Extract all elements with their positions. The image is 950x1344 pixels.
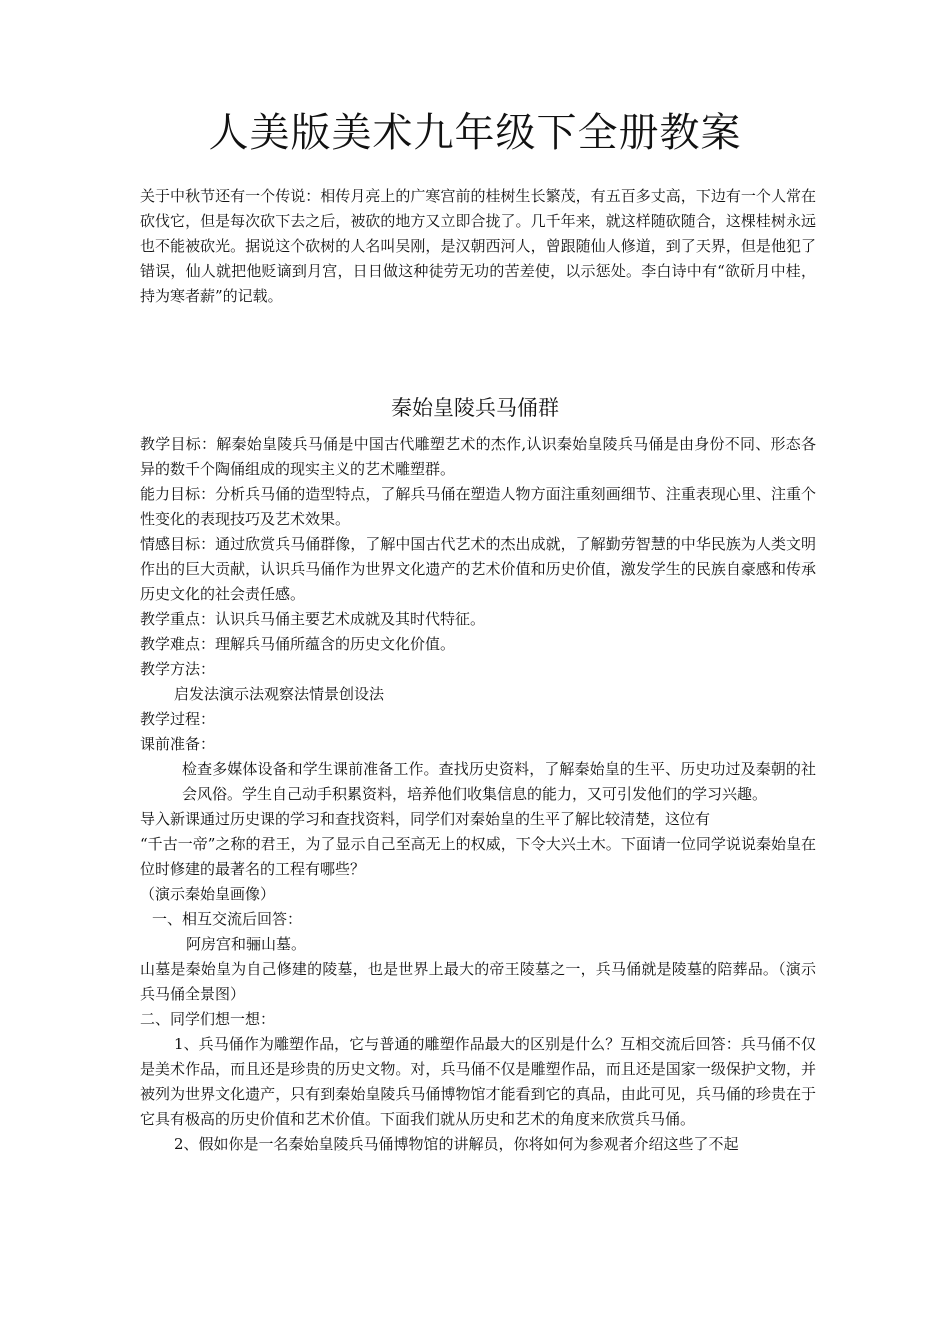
intro-new-line2: “千古一帝”之称的君王，为了显示自己至高无上的权威，下令大兴土木。下面请一位同学说说秦始皇在位时修建的最著名的工程有哪些？: [140, 835, 816, 878]
intro-new-line1: 导入新课通过历史课的学习和查找资料，同学们对秦始皇的生平了解比较清楚，这位有: [140, 810, 711, 828]
document-title: 人美版美术九年级下全册教案: [208, 110, 742, 156]
demo-portrait: （演示秦始皇画像）: [140, 885, 276, 903]
process-label: 教学过程：: [140, 710, 216, 728]
method-text: 启发法演示法观察法情景创设法: [174, 685, 385, 703]
answer-one: 阿房宫和骊山墓。: [186, 935, 307, 953]
key-point: 教学重点：认识兵马俑主要艺术成就及其时代特征。: [140, 610, 486, 628]
question-one: 1、兵马俑作为雕塑作品，它与普通的雕塑作品最大的区别是什么？互相交流后回答：兵马俑不仅是美术作品，而且还是珍贵的历史文物。对，兵马俑不仅是雕塑作品，而且还是国家一级保护文物，并被列为世界文化遗产，只有到秦始皇陵兵马俑博物馆才能看到它的真品，由此可见，兵马俑的珍贵在于它具有极高的历史价值和艺术价值。下面我们就从历史和艺术的角度来欣赏兵马俑。: [140, 1035, 816, 1128]
prep-label: 课前准备：: [140, 735, 216, 753]
step-one: 一、相互交流后回答：: [152, 910, 303, 928]
difficulty: 教学难点：理解兵马俑所蕴含的历史文化价值。: [140, 635, 456, 653]
teaching-goal: 教学目标：解秦始皇陵兵马俑是中国古代雕塑艺术的杰作,认识秦始皇陵兵马俑是由身份不同、形态各异的数千个陶俑组成的现实主义的艺术雕塑群。: [140, 435, 816, 478]
tomb-text: 山墓是秦始皇为自己修建的陵墓，也是世界上最大的帝王陵墓之一，兵马俑就是陵墓的陪葬品。（演示兵马俑全景图）: [140, 960, 816, 1003]
prep-text: 检查多媒体设备和学生课前准备工作。查找历史资料，了解秦始皇的生平、历史功过及秦朝的社会风俗。学生自己动手积累资料，培养他们收集信息的能力，又可引发他们的学习兴趣。: [182, 760, 816, 803]
question-two: 2、假如你是一名秦始皇陵兵马俑博物馆的讲解员，你将如何为参观者介绍这些了不起: [174, 1135, 739, 1153]
ability-goal: 能力目标：分析兵马俑的造型特点，了解兵马俑在塑造人物方面注重刻画细节、注重表现心里、注重个性变化的表现技巧及艺术效果。: [140, 485, 816, 528]
emotion-goal: 情感目标：通过欣赏兵马俑群像，了解中国古代艺术的杰出成就，了解勤劳智慧的中华民族为人类文明作出的巨大贡献，认识兵马俑作为世界文化遗产的艺术价值和历史价值，激发学生的民族自豪感和传承历史文化的社会责任感。: [140, 535, 816, 603]
section-title: 秦始皇陵兵马俑群: [391, 396, 559, 420]
intro-paragraph: 关于中秋节还有一个传说：相传月亮上的广寒宫前的桂树生长繁茂，有五百多丈高，下边有一个人常在砍伐它，但是每次砍下去之后，被砍的地方又立即合拢了。几千年来，就这样随砍随合，这棵桂树永远也不能被砍光。据说这个砍树的人名叫吴刚，是汉朝西河人，曾跟随仙人修道，到了天界，但是他犯了错误，仙人就把他贬谪到月宫，日日做这种徒劳无功的苦差使，以示惩处。李白诗中有“欲斫月中桂，持为寒者薪”的记载。: [140, 187, 816, 305]
lesson-body: [140, 432, 816, 1157]
step-two: 二、同学们想一想：: [140, 1010, 276, 1028]
method-label: 教学方法：: [140, 660, 216, 678]
